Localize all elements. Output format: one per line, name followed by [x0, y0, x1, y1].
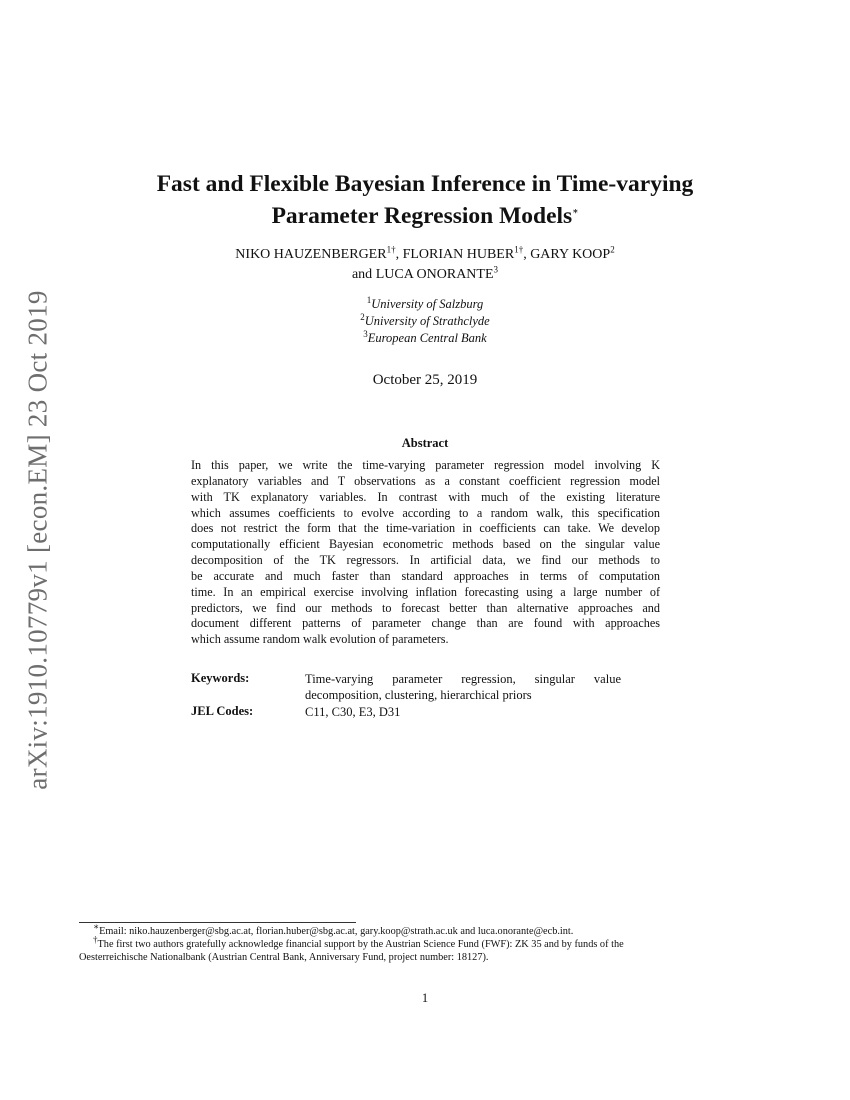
abstract-body: [191, 458, 660, 648]
arxiv-identifier: arXiv:1910.10779v1 [econ.EM] 23 Oct 2019: [22, 290, 53, 790]
abstract-line: predictors, we find our methods to forecast better than alternative approaches and: [191, 600, 660, 615]
affiliation: [0, 330, 850, 347]
author-list: [0, 245, 850, 285]
publication-date: October 25, 2019: [372, 372, 478, 388]
author-line-1: NIKO $HAUZENBERGER^{1\dagger}$, FLORIAN $HUBER^{1\dagger}$, GARY KOOP$^2$: [235, 244, 615, 262]
author-affiliation-marker: 1†: [514, 244, 524, 255]
abstract-line: does not restrict the form that the time-variation in coefficients can take. We develop: [191, 521, 660, 536]
affiliation-name: University of Salzburg: [371, 297, 484, 311]
title-footnote-marker[interactable]: ∗: [572, 206, 579, 217]
author-affiliation-marker: 3: [493, 264, 499, 275]
title-line-2: [0, 200, 850, 232]
affiliation-number: 1: [366, 294, 372, 305]
keywords-label: Keywords:: [191, 671, 250, 685]
author-line-2: [0, 265, 850, 285]
affiliation-name: European Central Bank: [367, 331, 487, 345]
abstract-line: with TK explanatory variables. In contrast with much of the existing literature: [191, 489, 660, 504]
author-name: LUCA ONORANTE: [375, 267, 494, 282]
keywords-value: [305, 671, 621, 703]
keywords-line: Time-varying parameter regression, singular value: [305, 672, 621, 686]
author-name: GARY KOOP: [530, 247, 611, 262]
affiliation-number: 3: [363, 328, 368, 339]
abstract-line: explanatory variables and T observations as a constant coefficient regression model: [191, 473, 660, 488]
page-number: 1: [421, 991, 429, 1005]
keywords-line: decomposition, clustering, hierarchical priors: [305, 688, 532, 702]
abstract-line: computationally efficient Bayesian econometric methods based on the singular value: [191, 537, 660, 552]
affiliation-list: [0, 296, 850, 347]
footnote-marker: ∗: [93, 921, 100, 932]
abstract-heading: Abstract: [401, 436, 449, 450]
footnote-marker: †: [93, 934, 98, 945]
abstract-line: which assumes coefficients to evolve according to a random walk, this specification: [191, 505, 660, 520]
abstract-line: In this paper, we write the time-varying parameter regression model involving K: [191, 458, 660, 472]
affiliation-number: 2: [360, 311, 365, 322]
jel-codes-label: JEL Codes:: [191, 704, 254, 718]
jel-codes-value: C11, C30, E3, D31: [305, 705, 401, 719]
abstract-line: time. In an empirical exercise involving inflation forecasting using a large number of: [191, 584, 660, 599]
footnote-funding: [79, 934, 771, 951]
author-affiliation-marker: 2: [610, 244, 615, 255]
author-name: NIKO HAUZENBERGER: [235, 247, 387, 262]
footnote-funding-text: The first two authors gratefully acknowledge financial support by the Austrian Science Fund (FWF): ZK 35 and by funds of the: [97, 939, 624, 950]
title-line-2-text: Parameter Regression Models: [271, 203, 573, 229]
abstract-line: be accurate and much faster than standard approaches in terms of computation: [191, 568, 660, 583]
footnote-email: [79, 921, 771, 938]
title-line-1: Fast and Flexible Bayesian Inference in Time-varying: [156, 171, 694, 197]
affiliation: [0, 296, 850, 313]
footnote-email-text: Email: niko.hauzenberger@sbg.ac.at, florian.huber@sbg.ac.at, gary.koop@strath.ac.uk and luca.onorante@ecb.int.: [99, 926, 574, 937]
footnote-funding-continued: Oesterreichische Nationalbank (Austrian Central Bank, Anniversary Fund, project number: 18127).: [79, 952, 489, 963]
author-conjunction: and: [351, 267, 373, 282]
affiliation: [0, 313, 850, 330]
author-name: FLORIAN HUBER: [402, 247, 515, 262]
footnote-separator: [79, 922, 356, 923]
abstract-line: document different patterns of parameter change than are found with approaches: [191, 616, 660, 631]
abstract-line: decomposition of the TK regressors. In artificial data, we find our methods to: [191, 553, 660, 568]
paper-title: [0, 168, 850, 232]
author-affiliation-marker: 1†: [386, 244, 396, 255]
abstract-line: which assume random walk evolution of parameters.: [191, 632, 449, 647]
affiliation-name: University of Strathclyde: [364, 314, 490, 328]
footnotes: [79, 921, 771, 964]
